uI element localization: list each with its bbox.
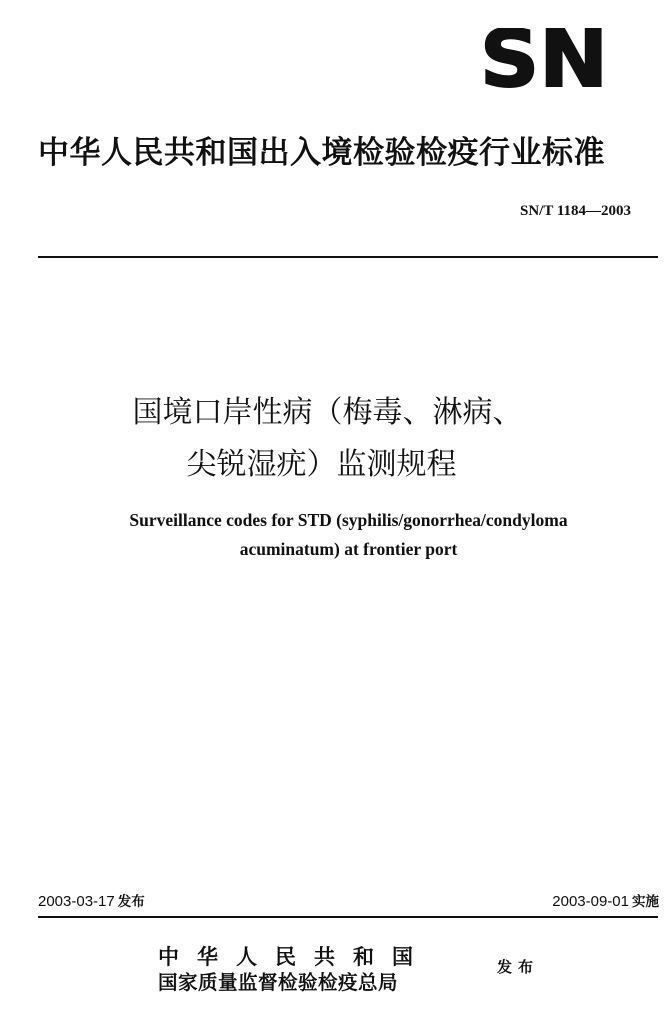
- industry-standard-title: 中华人民共和国出入境检验检疫行业标准: [38, 135, 605, 171]
- sn-logo-text: SN: [480, 28, 608, 92]
- issuer-line-2: 国家质量监督检验检疫总局: [158, 971, 399, 994]
- issue-date: 2003-03-17: [38, 893, 115, 910]
- top-divider: [38, 256, 658, 258]
- issue-date-block: [38, 890, 145, 910]
- bottom-divider: [38, 916, 658, 918]
- english-title-line-2: acuminatum) at frontier port: [239, 539, 458, 559]
- english-title-line-1: Surveillance codes for STD (syphilis/gonorrhea/condyloma: [129, 510, 568, 530]
- implementation-date-block: [552, 890, 659, 910]
- sn-logo: [478, 28, 610, 92]
- implementation-date: 2003-09-01: [552, 893, 629, 910]
- issuing-authority: [158, 944, 488, 996]
- publish-label: 发布: [497, 958, 540, 976]
- chinese-title-line-2: 尖锐湿疣）监测规程: [186, 447, 457, 482]
- issuer-line-1: 中华人民共和国: [158, 944, 431, 969]
- chinese-title-line-1: 国境口岸性病（梅毒、淋病、: [132, 395, 523, 430]
- issue-label: 发布: [117, 894, 145, 910]
- standard-number: SN/T 1184—2003: [520, 203, 631, 219]
- implementation-label: 实施: [632, 894, 659, 910]
